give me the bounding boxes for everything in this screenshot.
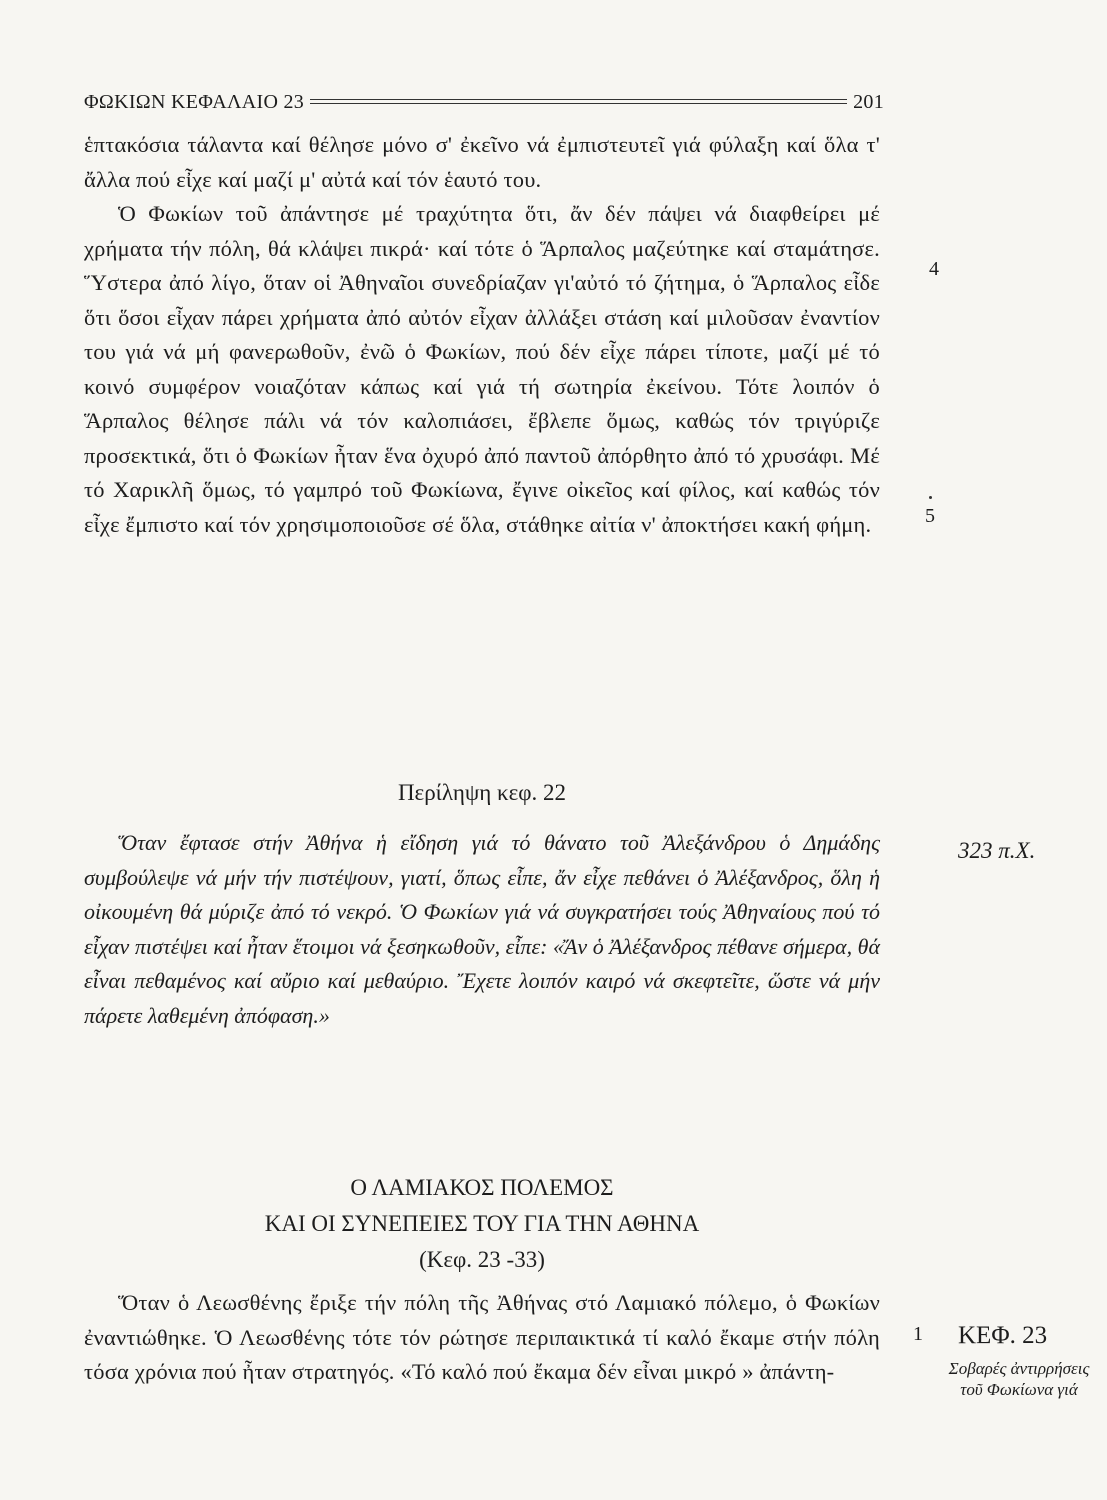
margin-number-1: 1 — [913, 1323, 923, 1345]
chapter-margin-note: Σοβαρές ἀντιρρήσεις τοῦ Φωκίωνα γιά — [948, 1359, 1090, 1399]
summary-heading: Περίληψη κεφ. 22 — [397, 780, 567, 805]
page-number: 201 — [853, 91, 884, 113]
header-rule — [310, 99, 847, 104]
margin-number-4: 4 — [929, 258, 939, 280]
header-title: ΦΩΚΙΩΝ ΚΕΦΑΛΑΙΟ 23 — [84, 91, 305, 113]
margin-dot — [929, 496, 932, 499]
paragraph-continuation-text: ἑπτακόσια τάλαντα καί θέλησε μόνο σ' ἐκεῖνο νά ἐμπιστευτεῖ γιά φύλαξη καί ὅλα τ' ἄλλα πού εἶχε καί μαζί μ' αὐτά καί τόν ἑαυτό του. — [84, 132, 880, 192]
section-title-line1: Ο ΛΑΜΙΑΚΟΣ ΠΟΛΕΜΟΣ — [350, 1175, 614, 1200]
running-header — [84, 78, 884, 114]
section-paragraph: Ὅταν ὁ Λεωσθένης ἔριξε τήν πόλη τῆς Ἀθήνας στό Λαμιακό πόλεμο, ὁ Φωκίων ἐναντιώθηκε. Ὁ Λεωσθένης τότε τόν ρώτησε περιπαικτικά τί καλό ἔκαμε στήν πόλη τόσα χρόνια πού ἦταν στρατηγός. «Τό καλό πού ἔκαμα δέν εἶναι μικρό » ἀπάντη- — [84, 1290, 880, 1384]
section-title-line2: ΚΑΙ ΟΙ ΣΥΝΕΠΕΙΕΣ ΤΟΥ ΓΙΑ ΤΗΝ ΑΘΗΝΑ — [264, 1211, 700, 1236]
margin-date-note: 323 π.Χ. — [958, 838, 1036, 863]
section-title — [84, 1170, 880, 1278]
chapter-label: ΚΕΦ. 23 — [958, 1322, 1048, 1349]
paragraph-body-text: Ὁ Φωκίων τοῦ ἀπάντησε μέ τραχύτητα ὅτι, ἄν δέν πάψει νά διαφθείρει μέ χρήματα τήν πόλη, θά κλάψει πικρά· καί τότε ὁ Ἅρπαλος μαζεύτηκε καί σταμάτησε. Ὕστερα ἀπό λίγο, ὅταν οἱ Ἀθηναῖοι συνεδρίαζαν γι'αὐτό τό ζήτημα, ὁ Ἅρπαλος εἶδε ὅτι ὅσοι εἶχαν πάρει χρήματα ἀπό αὐτόν εἶχαν ἀλλάξει στάση καί μιλοῦσαν ἐναντίον του γιά νά μή φανερωθοῦν, ἐνῶ ὁ Φωκίων, πού δέν εἶχε πάρει τίποτε, μαζί μέ τό κοινό συμφέρον νοιαζόταν κάπως καί γιά τή σωτηρία ἐκείνου. Τότε λοιπόν ὁ Ἅρπαλος θέλησε πάλι νά τόν καλοπιάσει, ἔβλεπε ὅμως, καθώς τόν τριγύριζε προσεκτικά, ὅτι ὁ Φωκίων ἦταν ἕνα ὀχυρό ἀπό παντοῦ ἀπόρθητο ἀπό τό χρυσάφι. Μέ τό Χαρικλῆ ὅμως, τό γαμπρό τοῦ Φωκίωνα, ἔγινε οἰκεῖος καί φίλος, καί καθώς τόν εἶχε ἔμπιστο καί τόν χρησιμοποιοῦσε σέ ὅλα, στάθηκε αἰτία ν' ἀποκτήσει κακή φήμη. — [84, 201, 880, 537]
section-title-line3: (Κεφ. 23 -33) — [419, 1247, 545, 1272]
margin-number-5: 5 — [925, 505, 935, 527]
paragraph-continuation — [84, 128, 880, 542]
summary-text: Ὅταν ἔφτασε στήν Ἀθήνα ἡ εἴδηση γιά τό θάνατο τοῦ Ἀλεξάνδρου ὁ Δημάδης συμβούλεψε νά μήν τήν πιστέψουν, γιατί, ὅπως εἶπε, ἄν εἶχε πεθάνει ὁ Ἀλέξανδρος, ὅλη ἡ οἰκουμένη θά μύριζε ἀπό τό νεκρό. Ὁ Φωκίων γιά νά συγκρατήσει τούς Ἀθηναίους πού τό εἶχαν πιστέψει καί ἦταν ἕτοιμοι νά ξεσηκωθοῦν, εἶπε: «Ἄν ὁ Ἀλέξανδρος πέθανε σήμερα, θά εἶναι πεθαμένος καί αὔριο καί μεθαύριο. Ἔχετε λοιπόν καιρό νά σκεφτεῖτε, ὥστε νά μήν πάρετε λαθεμένη ἀπόφαση.» — [84, 830, 880, 1028]
